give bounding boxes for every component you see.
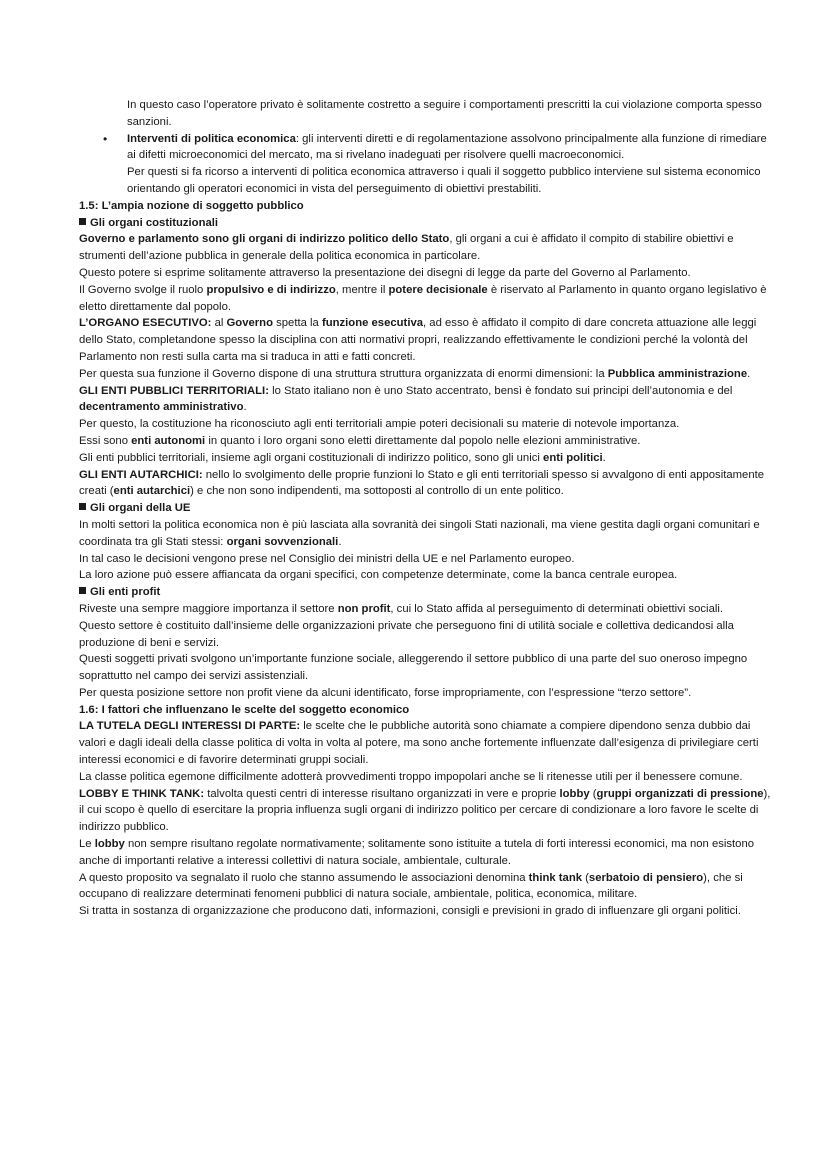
square-bullet-icon	[79, 218, 86, 225]
square-bullet-icon	[79, 587, 86, 594]
subheading-organi-costituzionali: Gli organi costituzionali	[79, 215, 778, 232]
paragraph-costituzione: Per questo, la costituzione ha riconosciuto agli enti territoriali ampie poteri decisionali su materie di notevole importanza.	[79, 418, 680, 431]
paragraph-enti-autonomi: Essi sono enti autonomi in quanto i loro organi sono eletti direttamente dal popolo nelle elezioni amministrative.	[79, 434, 641, 447]
bullet-continuation: Per questi si fa ricorso a interventi di politica economica attraverso i quali il soggetto pubblico interviene sul sistema economico orientando gli operatori economici in vista del perseguimento di obiettivi prestabiliti.	[127, 166, 761, 195]
bullet-item-interventi	[79, 131, 778, 198]
paragraph-organo-esecutivo: L’ORGANO ESECUTIVO: al Governo spetta la funzione esecutiva, ad esso è affidato il compito di dare concreta attuazione alle leggi dello Stato, completandone spesso la disciplina con atti normativi propri, realizzando effettivamente le condizioni perché la volontà del Parlamento non resti sulla carta ma si traduca in atti e fatti concreti.	[79, 317, 757, 363]
square-bullet-icon	[79, 503, 86, 510]
paragraph-lobby-think-tank: LOBBY E THINK TANK: talvolta questi centri di interesse risultano organizzati in vere e proprie lobby (gruppi organizzati di pressione), il cui scopo è quello di esercitare la propria influenza sugli organi di indirizzo politico per cercare di condizionare a loro favore le scelte di indirizzo pubblico.	[79, 787, 771, 834]
paragraph-enti-politici: Gli enti pubblici territoriali, insieme agli organi costituzionali di indirizzo politico, sono gli unici enti politici.	[79, 451, 606, 464]
paragraph-non-profit: Riveste una sempre maggiore importanza il settore non profit, cui lo Stato affida al perseguimento di determinati obiettivi sociali.	[79, 602, 724, 615]
subheading-enti-profit: Gli enti profit	[79, 584, 778, 601]
paragraph-bce: La loro azione può essere affiancata da organi specifici, con competenze determinate, come la banca centrale europea.	[79, 569, 678, 582]
paragraph-politica-ue: In molti settori la politica economica non è più lasciata alla sovranità dei singoli Stati nazionali, ma viene gestita dagli organi comunitari e coordinata tra gli Stati stessi: organi sovvenzionali.	[79, 518, 760, 548]
paragraph-enti-autarchici: GLI ENTI AUTARCHICI: nello lo svolgimento delle proprie funzioni lo Stato e gli enti territoriali spesso si avvalgono di enti appositamente creati (enti autarchici) e che non sono indipendenti, ma sottoposti al controllo di un ente politico.	[79, 468, 765, 498]
paragraph-settore: Questo settore è costituito dall’insieme delle organizzazioni private che perseguono fini di utilità sociale e collettiva dedicandosi alla produzione di beni e servizi.	[79, 619, 734, 649]
paragraph-pubblica-amministrazione: Per questa sua funzione il Governo dispone di una struttura struttura organizzata di enormi dimensioni: la Pubblica amministrazione.	[79, 367, 751, 380]
paragraph-tutela-interessi: LA TUTELA DEGLI INTERESSI DI PARTE: le scelte che le pubbliche autorità sono chiamate a compiere dipendono senza dubbio dai valori e dagli ideali della classe politica di volta in volta al potere, ma sono anche fortemente influenzate dall’esigenza di privilegiare certi interessi economici e di favorire determinati gruppi sociali.	[79, 720, 759, 767]
paragraph-potere: Questo potere si esprime solitamente attraverso la presentazione dei disegni di legge da parte del Governo al Parlamento.	[79, 266, 691, 279]
paragraph-soggetti-privati: Questi soggetti privati svolgono un’importante funzione sociale, alleggerendo il settore pubblico di una parte del suo oneroso impegno soprattutto nel campo dei servizi assistenziali.	[79, 653, 748, 683]
paragraph-think-tank: A questo proposito va segnalato il ruolo che stanno assumendo le associazioni denomina think tank (serbatoio di pensiero), che si occupano di realizzare determinati fenomeni pubblici di natura sociale, ambientale, politica, economica, militare.	[79, 871, 743, 901]
paragraph-classe-politica: La classe politica egemone difficilmente adotterà provvedimenti troppo impopolari anche se li ritenesse utili per il benessere comune.	[79, 770, 743, 783]
bullet-term: Interventi di politica economica	[127, 132, 296, 145]
paragraph-lobby-regolate: Le lobby non sempre risultano regolate normativamente; solitamente sono istituite a tutela di forti interessi economici, ma non esistono anche di importanti relative a interessi collettivi di natura sociale, ambientale, culturale.	[79, 838, 755, 867]
paragraph-governo-parlamento: Governo e parlamento sono gli organi di indirizzo politico dello Stato, gli organi a cui è affidato il compito di stabilire obiettivi e strumenti dell’azione pubblica in generale della politica economica in particolare.	[79, 233, 734, 263]
bullet-marker: •	[103, 131, 108, 146]
paragraph-organizzazione: Si tratta in sostanza di organizzazione che producono dati, informazioni, consigli e previsioni in grado di influenzare gli organi politici.	[79, 905, 741, 918]
intro-paragraph: In questo caso l’operatore privato è solitamente costretto a seguire i comportamenti prescritti la cui violazione comporta spesso sanzioni.	[127, 99, 762, 128]
paragraph-ruolo-governo: Il Governo svolge il ruolo propulsivo e di indirizzo, mentre il potere decisionale è riservato al Parlamento in quanto organo legislativo è eletto direttamente dal popolo.	[79, 283, 767, 313]
section-title-1-5: 1.5: L’ampia nozione di soggetto pubblico	[79, 199, 304, 212]
subheading-organi-ue: Gli organi della UE	[79, 500, 778, 517]
paragraph-consiglio: In tal caso le decisioni vengono prese nel Consiglio dei ministri della UE e nel Parlamento europeo.	[79, 552, 575, 565]
paragraph-enti-territoriali: GLI ENTI PUBBLICI TERRITORIALI: lo Stato italiano non è uno Stato accentrato, bensì è fondato sui principi dell’autonomia e del decentramento amministrativo.	[79, 384, 733, 414]
section-title-1-6: 1.6: I fattori che influenzano le scelte del soggetto economico	[79, 703, 410, 716]
bullet-paragraph: Interventi di politica economica: gli interventi diretti e di regolamentazione assolvono principalmente alla funzione di rimediare ai difetti microeconomici del mercato, ma si rivelano inadeguati per risolvere quelli macroeconomici.	[127, 132, 767, 162]
paragraph-terzo-settore: Per questa posizione settore non profit viene da alcuni identificato, forse impropriamente, con l’espressione “terzo settore”.	[79, 686, 692, 699]
